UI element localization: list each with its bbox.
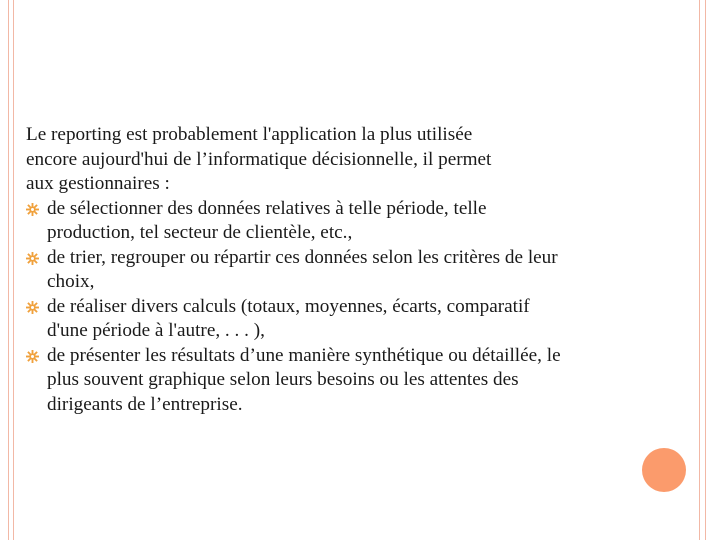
bullet-icon [26, 203, 39, 216]
bullet-item [26, 246, 692, 295]
bullet-icon [26, 350, 39, 363]
slide-body [26, 123, 692, 417]
bullet-line: de présenter les résultats d’une manière synthétique ou détaillée, le [47, 344, 561, 366]
bullet-icon [26, 301, 39, 314]
bullet-line: de trier, regrouper ou répartir ces données selon les critères de leur [47, 246, 558, 268]
bullet-item [26, 197, 692, 246]
bullet-item [26, 295, 692, 344]
bullet-line: production, tel secteur de clientèle, etc., [47, 222, 353, 243]
bullet-line: plus souvent graphique selon leurs besoins ou les attentes des [47, 369, 519, 390]
decorative-circle [642, 448, 686, 492]
frame-left-inner-line [13, 0, 14, 540]
frame-left-outer-line [8, 0, 9, 540]
intro-line: Le reporting est probablement l'application la plus utilisée [26, 124, 473, 145]
bullet-icon [26, 252, 39, 265]
bullet-line: choix, [47, 271, 95, 292]
intro-line: aux gestionnaires : [26, 173, 170, 194]
intro-paragraph [26, 123, 692, 197]
bullet-list [26, 197, 692, 418]
bullet-item [26, 344, 692, 418]
bullet-line: de réaliser divers calculs (totaux, moyennes, écarts, comparatif [47, 295, 530, 317]
bullet-line: d'une période à l'autre, . . . ), [47, 320, 265, 341]
intro-line: encore aujourd'hui de l’informatique décisionnelle, il permet [26, 148, 492, 170]
frame-right-inner-line [699, 0, 700, 540]
bullet-line: de sélectionner des données relatives à telle période, telle [47, 197, 487, 219]
bullet-line: dirigeants de l’entreprise. [47, 393, 243, 415]
frame-right-outer-line [705, 0, 706, 540]
